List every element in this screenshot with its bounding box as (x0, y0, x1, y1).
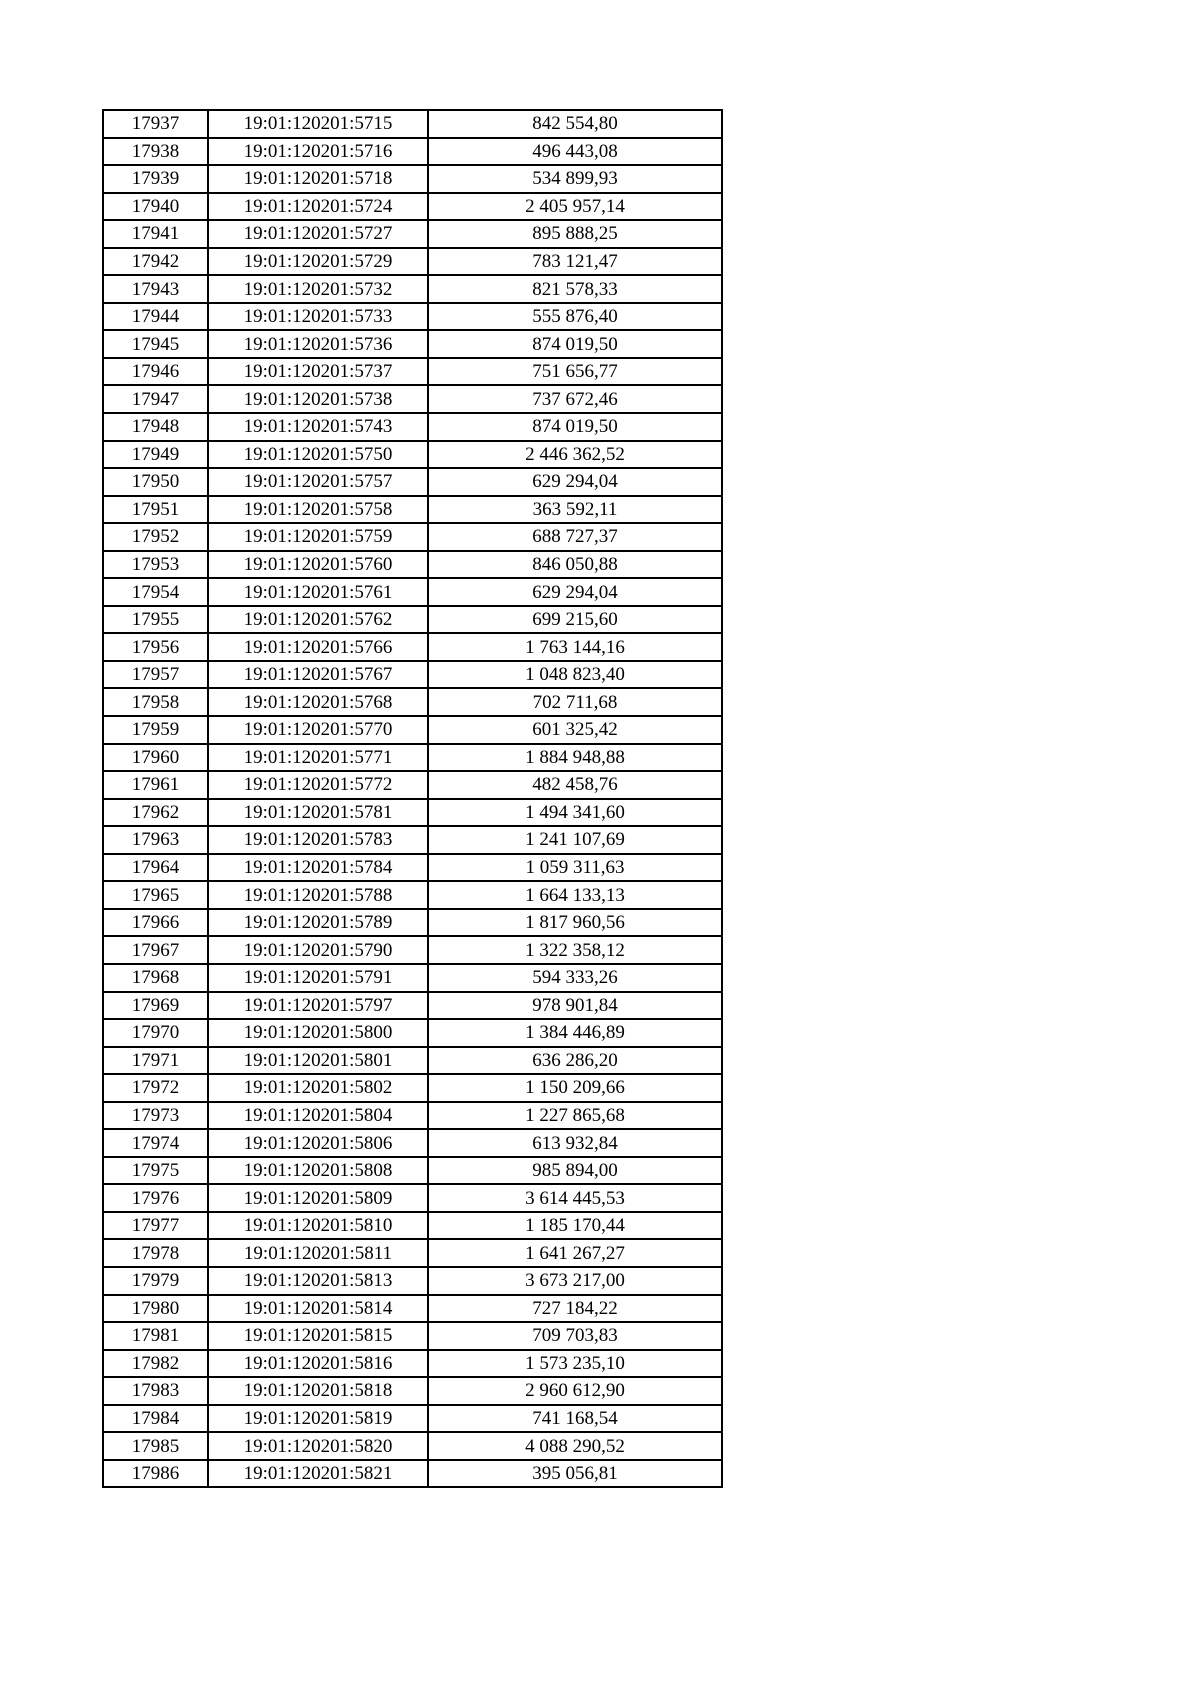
table-row (103, 799, 722, 827)
value-cell: 741 168,54 (428, 1405, 722, 1433)
table-row (103, 496, 722, 524)
table-row (103, 578, 722, 606)
row-number-cell: 17962 (103, 799, 208, 827)
table-row (103, 1239, 722, 1267)
row-number-cell: 17955 (103, 606, 208, 634)
value-cell: 751 656,77 (428, 358, 722, 386)
table-row (103, 1047, 722, 1075)
cadastral-number-cell: 19:01:120201:5797 (208, 992, 428, 1020)
row-number-cell: 17979 (103, 1267, 208, 1295)
cadastral-number-cell: 19:01:120201:5738 (208, 385, 428, 413)
cadastral-number-cell: 19:01:120201:5808 (208, 1157, 428, 1185)
table-row (103, 881, 722, 909)
cadastral-number-cell: 19:01:120201:5715 (208, 110, 428, 138)
table-row (103, 633, 722, 661)
data-table (102, 109, 723, 1488)
value-cell: 1 664 133,13 (428, 881, 722, 909)
cadastral-number-cell: 19:01:120201:5772 (208, 771, 428, 799)
table-row (103, 826, 722, 854)
row-number-cell: 17968 (103, 964, 208, 992)
row-number-cell: 17977 (103, 1212, 208, 1240)
cadastral-number-cell: 19:01:120201:5781 (208, 799, 428, 827)
row-number-cell: 17967 (103, 936, 208, 964)
row-number-cell: 17969 (103, 992, 208, 1020)
cadastral-number-cell: 19:01:120201:5809 (208, 1184, 428, 1212)
row-number-cell: 17951 (103, 496, 208, 524)
cadastral-number-cell: 19:01:120201:5766 (208, 633, 428, 661)
cadastral-number-cell: 19:01:120201:5718 (208, 165, 428, 193)
value-cell: 688 727,37 (428, 523, 722, 551)
cadastral-number-cell: 19:01:120201:5804 (208, 1102, 428, 1130)
cadastral-number-cell: 19:01:120201:5816 (208, 1350, 428, 1378)
cadastral-number-cell: 19:01:120201:5800 (208, 1019, 428, 1047)
value-cell: 555 876,40 (428, 303, 722, 331)
table-row (103, 248, 722, 276)
row-number-cell: 17945 (103, 330, 208, 358)
table-row (103, 1074, 722, 1102)
table-row (103, 1102, 722, 1130)
value-cell: 846 050,88 (428, 551, 722, 579)
value-cell: 1 763 144,16 (428, 633, 722, 661)
cadastral-number-cell: 19:01:120201:5802 (208, 1074, 428, 1102)
cadastral-number-cell: 19:01:120201:5801 (208, 1047, 428, 1075)
value-cell: 2 960 612,90 (428, 1377, 722, 1405)
value-cell: 395 056,81 (428, 1460, 722, 1488)
cadastral-number-cell: 19:01:120201:5789 (208, 909, 428, 937)
cadastral-number-cell: 19:01:120201:5760 (208, 551, 428, 579)
table-row (103, 110, 722, 138)
row-number-cell: 17981 (103, 1322, 208, 1350)
row-number-cell: 17940 (103, 193, 208, 221)
cadastral-number-cell: 19:01:120201:5758 (208, 496, 428, 524)
row-number-cell: 17949 (103, 441, 208, 469)
row-number-cell: 17970 (103, 1019, 208, 1047)
table-row (103, 854, 722, 882)
row-number-cell: 17961 (103, 771, 208, 799)
cadastral-number-cell: 19:01:120201:5736 (208, 330, 428, 358)
cadastral-number-cell: 19:01:120201:5759 (208, 523, 428, 551)
table-row (103, 1377, 722, 1405)
value-cell: 783 121,47 (428, 248, 722, 276)
table-row (103, 358, 722, 386)
cadastral-number-cell: 19:01:120201:5790 (208, 936, 428, 964)
value-cell: 636 286,20 (428, 1047, 722, 1075)
table-row (103, 1212, 722, 1240)
value-cell: 1 227 865,68 (428, 1102, 722, 1130)
cadastral-number-cell: 19:01:120201:5737 (208, 358, 428, 386)
value-cell: 482 458,76 (428, 771, 722, 799)
cadastral-number-cell: 19:01:120201:5784 (208, 854, 428, 882)
table-row (103, 1460, 722, 1488)
table-row (103, 330, 722, 358)
value-cell: 1 322 358,12 (428, 936, 722, 964)
cadastral-number-cell: 19:01:120201:5768 (208, 688, 428, 716)
value-cell: 3 673 217,00 (428, 1267, 722, 1295)
value-cell: 1 884 948,88 (428, 744, 722, 772)
table-row (103, 523, 722, 551)
table-row (103, 385, 722, 413)
cadastral-number-cell: 19:01:120201:5821 (208, 1460, 428, 1488)
table-row (103, 936, 722, 964)
cadastral-number-cell: 19:01:120201:5783 (208, 826, 428, 854)
table-row (103, 275, 722, 303)
table-row (103, 661, 722, 689)
row-number-cell: 17959 (103, 716, 208, 744)
cadastral-number-cell: 19:01:120201:5815 (208, 1322, 428, 1350)
table-row (103, 964, 722, 992)
row-number-cell: 17946 (103, 358, 208, 386)
value-cell: 594 333,26 (428, 964, 722, 992)
row-number-cell: 17966 (103, 909, 208, 937)
value-cell: 702 711,68 (428, 688, 722, 716)
value-cell: 1 241 107,69 (428, 826, 722, 854)
value-cell: 1 048 823,40 (428, 661, 722, 689)
table-row (103, 1432, 722, 1460)
row-number-cell: 17941 (103, 220, 208, 248)
cadastral-number-cell: 19:01:120201:5733 (208, 303, 428, 331)
table-row (103, 1157, 722, 1185)
value-cell: 3 614 445,53 (428, 1184, 722, 1212)
table-row (103, 688, 722, 716)
value-cell: 842 554,80 (428, 110, 722, 138)
row-number-cell: 17985 (103, 1432, 208, 1460)
table-row (103, 1184, 722, 1212)
row-number-cell: 17973 (103, 1102, 208, 1130)
row-number-cell: 17982 (103, 1350, 208, 1378)
table-row (103, 1405, 722, 1433)
cadastral-number-cell: 19:01:120201:5732 (208, 275, 428, 303)
row-number-cell: 17938 (103, 138, 208, 166)
row-number-cell: 17975 (103, 1157, 208, 1185)
cadastral-number-cell: 19:01:120201:5761 (208, 578, 428, 606)
table-body (103, 110, 722, 1487)
cadastral-number-cell: 19:01:120201:5762 (208, 606, 428, 634)
value-cell: 1 185 170,44 (428, 1212, 722, 1240)
row-number-cell: 17965 (103, 881, 208, 909)
row-number-cell: 17944 (103, 303, 208, 331)
value-cell: 1 384 446,89 (428, 1019, 722, 1047)
value-cell: 629 294,04 (428, 578, 722, 606)
cadastral-number-cell: 19:01:120201:5811 (208, 1239, 428, 1267)
cadastral-number-cell: 19:01:120201:5729 (208, 248, 428, 276)
row-number-cell: 17986 (103, 1460, 208, 1488)
cadastral-number-cell: 19:01:120201:5770 (208, 716, 428, 744)
table-row (103, 1129, 722, 1157)
cadastral-number-cell: 19:01:120201:5806 (208, 1129, 428, 1157)
row-number-cell: 17964 (103, 854, 208, 882)
row-number-cell: 17984 (103, 1405, 208, 1433)
table-row (103, 716, 722, 744)
cadastral-number-cell: 19:01:120201:5820 (208, 1432, 428, 1460)
cadastral-number-cell: 19:01:120201:5788 (208, 881, 428, 909)
table-row (103, 1350, 722, 1378)
cadastral-number-cell: 19:01:120201:5791 (208, 964, 428, 992)
row-number-cell: 17963 (103, 826, 208, 854)
row-number-cell: 17947 (103, 385, 208, 413)
value-cell: 737 672,46 (428, 385, 722, 413)
value-cell: 613 932,84 (428, 1129, 722, 1157)
cadastral-number-cell: 19:01:120201:5818 (208, 1377, 428, 1405)
table-row (103, 220, 722, 248)
cadastral-number-cell: 19:01:120201:5757 (208, 468, 428, 496)
value-cell: 874 019,50 (428, 413, 722, 441)
row-number-cell: 17950 (103, 468, 208, 496)
cadastral-number-cell: 19:01:120201:5819 (208, 1405, 428, 1433)
row-number-cell: 17957 (103, 661, 208, 689)
table-row (103, 771, 722, 799)
cadastral-number-cell: 19:01:120201:5771 (208, 744, 428, 772)
table-row (103, 992, 722, 1020)
table-row (103, 165, 722, 193)
cadastral-number-cell: 19:01:120201:5767 (208, 661, 428, 689)
value-cell: 1 817 960,56 (428, 909, 722, 937)
row-number-cell: 17980 (103, 1295, 208, 1323)
cadastral-number-cell: 19:01:120201:5750 (208, 441, 428, 469)
table-row (103, 606, 722, 634)
table-row (103, 138, 722, 166)
row-number-cell: 17942 (103, 248, 208, 276)
row-number-cell: 17971 (103, 1047, 208, 1075)
value-cell: 629 294,04 (428, 468, 722, 496)
value-cell: 985 894,00 (428, 1157, 722, 1185)
row-number-cell: 17937 (103, 110, 208, 138)
table-row (103, 303, 722, 331)
row-number-cell: 17953 (103, 551, 208, 579)
value-cell: 4 088 290,52 (428, 1432, 722, 1460)
table-row (103, 909, 722, 937)
table-row (103, 744, 722, 772)
table-row (103, 413, 722, 441)
row-number-cell: 17939 (103, 165, 208, 193)
cadastral-number-cell: 19:01:120201:5724 (208, 193, 428, 221)
value-cell: 1 573 235,10 (428, 1350, 722, 1378)
table-row (103, 1322, 722, 1350)
value-cell: 496 443,08 (428, 138, 722, 166)
table-row (103, 193, 722, 221)
row-number-cell: 17983 (103, 1377, 208, 1405)
value-cell: 709 703,83 (428, 1322, 722, 1350)
cadastral-number-cell: 19:01:120201:5813 (208, 1267, 428, 1295)
value-cell: 2 446 362,52 (428, 441, 722, 469)
table-row (103, 468, 722, 496)
value-cell: 2 405 957,14 (428, 193, 722, 221)
value-cell: 895 888,25 (428, 220, 722, 248)
value-cell: 978 901,84 (428, 992, 722, 1020)
row-number-cell: 17943 (103, 275, 208, 303)
row-number-cell: 17956 (103, 633, 208, 661)
value-cell: 821 578,33 (428, 275, 722, 303)
table-row (103, 1295, 722, 1323)
value-cell: 1 641 267,27 (428, 1239, 722, 1267)
value-cell: 727 184,22 (428, 1295, 722, 1323)
row-number-cell: 17960 (103, 744, 208, 772)
table-row (103, 1019, 722, 1047)
table-row (103, 441, 722, 469)
row-number-cell: 17952 (103, 523, 208, 551)
row-number-cell: 17958 (103, 688, 208, 716)
cadastral-number-cell: 19:01:120201:5810 (208, 1212, 428, 1240)
value-cell: 1 150 209,66 (428, 1074, 722, 1102)
row-number-cell: 17948 (103, 413, 208, 441)
cadastral-number-cell: 19:01:120201:5743 (208, 413, 428, 441)
value-cell: 1 494 341,60 (428, 799, 722, 827)
row-number-cell: 17978 (103, 1239, 208, 1267)
value-cell: 363 592,11 (428, 496, 722, 524)
table-row (103, 1267, 722, 1295)
table-row (103, 551, 722, 579)
cadastral-number-cell: 19:01:120201:5716 (208, 138, 428, 166)
row-number-cell: 17976 (103, 1184, 208, 1212)
value-cell: 1 059 311,63 (428, 854, 722, 882)
row-number-cell: 17974 (103, 1129, 208, 1157)
value-cell: 534 899,93 (428, 165, 722, 193)
value-cell: 874 019,50 (428, 330, 722, 358)
row-number-cell: 17954 (103, 578, 208, 606)
cadastral-number-cell: 19:01:120201:5727 (208, 220, 428, 248)
value-cell: 601 325,42 (428, 716, 722, 744)
row-number-cell: 17972 (103, 1074, 208, 1102)
value-cell: 699 215,60 (428, 606, 722, 634)
cadastral-number-cell: 19:01:120201:5814 (208, 1295, 428, 1323)
